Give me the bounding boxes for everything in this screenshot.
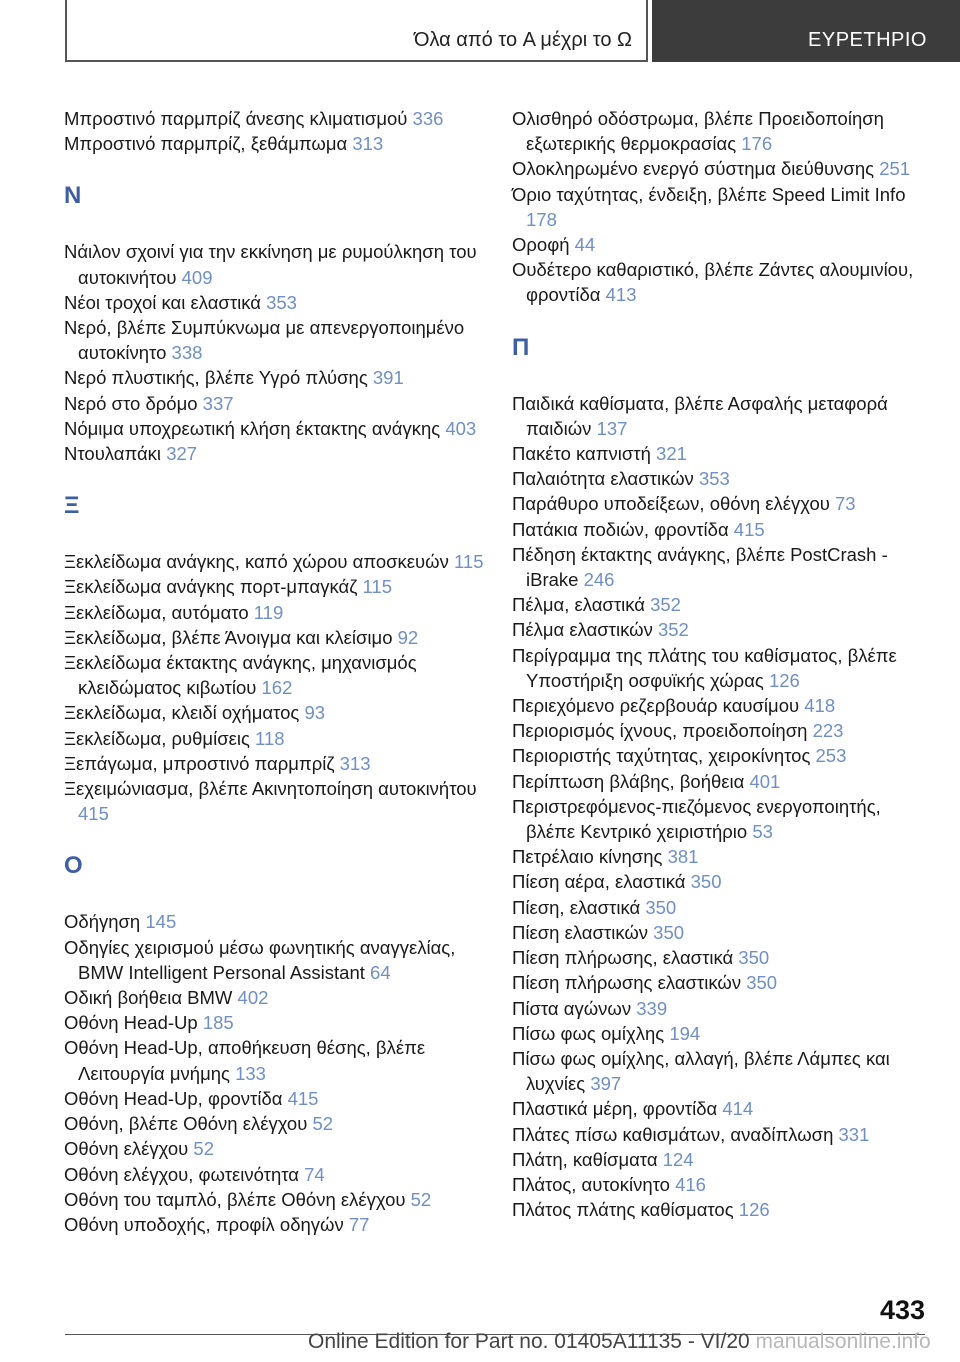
index-entry-text: Νερό, βλέπε Συμπύκνωμα με απενεργοποιημένο αυτοκίνητο <box>64 317 465 364</box>
index-entry-page-link[interactable]: 391 <box>372 367 404 389</box>
index-entry-text: Περιστρεφόμενος-πιεζόμενος ενεργοποιητής, βλέπε Κεντρικό χειριστήριο <box>512 795 881 843</box>
index-entry <box>512 1021 932 1046</box>
index-entry <box>512 844 932 869</box>
index-entry <box>512 996 932 1021</box>
index-entry <box>64 441 484 466</box>
index-entry <box>64 751 484 776</box>
index-entry-text: Μπροστινό παρμπρίζ άνεσης κλιματισμού <box>64 108 408 129</box>
index-entry-page-link[interactable]: 52 <box>410 1188 432 1210</box>
index-entry-text: Ξεκλείδωμα ανάγκης, καπό χώρου αποσκευών <box>64 551 449 573</box>
index-entry-text: Πίεση πλήρωσης, ελαστικά <box>512 947 734 969</box>
index-entry <box>64 290 484 315</box>
index-entry <box>512 592 932 617</box>
index-entry <box>512 182 932 232</box>
index-entry <box>64 574 484 599</box>
index-entry-page-link[interactable]: 52 <box>193 1138 214 1160</box>
index-entry <box>512 257 932 307</box>
index-entry-text: Πακέτο καπνιστή <box>512 443 651 465</box>
index-entry-page-link[interactable]: 350 <box>738 947 770 969</box>
index-entry <box>64 416 484 441</box>
footer-watermark: manualsonline.info <box>755 1330 931 1353</box>
index-entry-text: Πίεση αέρα, ελαστικά <box>512 871 686 893</box>
index-entry-text: Ξεκλείδωμα, αυτόματο <box>64 601 249 623</box>
index-entry-text: Νερό πλυστικής, βλέπε Υγρό πλύσης <box>64 367 368 389</box>
index-entry-text: Νόμιμα υποχρεωτική κλήση έκτακτης ανάγκης <box>64 417 441 439</box>
index-entry-page-link[interactable]: 93 <box>304 702 326 724</box>
index-entry <box>512 441 932 466</box>
index-entry-text: Πλάτος πλάτης καθίσματος <box>512 1199 734 1221</box>
index-entry <box>64 1187 484 1212</box>
index-entry-page-link[interactable]: 353 <box>698 468 730 490</box>
index-entry-text: Ξεκλείδωμα, κλειδί οχήματος <box>64 702 300 724</box>
index-entry-text: Ξεκλείδωμα, ρυθμίσεις <box>64 727 250 749</box>
index-entry <box>512 718 932 743</box>
index-entry-text: Οθόνη του ταμπλό, βλέπε Οθόνη ελέγχου <box>64 1188 406 1210</box>
index-entry-page-link[interactable]: 133 <box>235 1062 266 1084</box>
index-entry-text: Πίσω φως ομίχλης <box>512 1022 665 1044</box>
index-entry <box>64 239 484 289</box>
index-entry <box>512 769 932 794</box>
index-entry-page-link[interactable]: 403 <box>445 417 477 439</box>
index-entry <box>512 1122 932 1147</box>
index-entry-text: Πίεση πλήρωσης ελαστικών <box>512 972 742 994</box>
index-entry-text: Πέδηση έκτακτης ανάγκης, βλέπε PostCrash - iBrake <box>512 543 888 591</box>
index-entry-text: Ξεπάγωμα, μπροστινό παρμπρίζ <box>64 752 335 774</box>
index-entry-page-link[interactable]: 321 <box>656 443 687 465</box>
index-entry-page-link[interactable]: 350 <box>645 896 677 918</box>
index-entry-text: Οθόνη, βλέπε Οθόνη ελέγχου <box>64 1113 308 1135</box>
index-entry <box>512 106 932 156</box>
index-letter-heading: Ν <box>64 182 82 210</box>
index-entry-text: Πίσω φως ομίχλης, αλλαγή, βλέπε Λάμπες και λυχνίες <box>512 1047 890 1095</box>
index-entry-text: Πίεση ελαστικών <box>512 921 649 943</box>
index-entry-text: Ντουλαπάκι <box>64 443 162 465</box>
index-entry-text: Πλαστικά μέρη, φροντίδα <box>512 1098 718 1120</box>
index-entry-text: Όριο ταχύτητας, ένδειξη, βλέπε Speed Limit Info <box>512 183 906 205</box>
index-entry-page-link[interactable]: 145 <box>145 911 177 933</box>
index-entry <box>64 106 484 131</box>
header-index-tab <box>652 0 960 62</box>
index-entry-page-link[interactable]: 381 <box>667 846 699 868</box>
index-entry-page-link[interactable]: 52 <box>312 1113 334 1135</box>
index-entry-page-link[interactable]: 313 <box>352 133 384 155</box>
index-entry-text: Πλάτος, αυτοκίνητο <box>512 1173 670 1195</box>
index-entry <box>512 743 932 768</box>
index-entry-page-link[interactable]: 194 <box>669 1022 701 1044</box>
index-entry-page-link[interactable]: 352 <box>657 619 689 641</box>
index-entry-text: Πλάτη, καθίσματα <box>512 1148 658 1170</box>
index-entry <box>512 1147 932 1172</box>
index-entry-page-link[interactable]: 401 <box>749 770 781 792</box>
index-entry-page-link[interactable]: 415 <box>733 518 765 540</box>
index-entry-text: Οθόνη υποδοχής, προφίλ οδηγών <box>64 1213 344 1235</box>
index-entry-text: Περιορισμός ίχνους, προειδοποίηση <box>512 720 808 742</box>
index-entry <box>512 156 932 181</box>
index-entry-page-link[interactable]: 416 <box>675 1173 706 1195</box>
index-entry-page-link[interactable]: 223 <box>812 720 844 742</box>
index-entry-page-link[interactable]: 77 <box>348 1213 370 1235</box>
index-entry-text: Ολισθηρό οδόστρωμα, βλέπε Προειδοποίηση εξωτερικής θερμοκρασίας <box>512 108 884 155</box>
index-entry-page-link[interactable]: 409 <box>181 266 213 288</box>
index-entry <box>512 491 932 516</box>
index-entry <box>512 643 932 693</box>
footer-edition-text: Online Edition for Part no. 01405A11135 - VI/20 <box>308 1330 750 1353</box>
index-entry-page-link[interactable]: 415 <box>78 803 109 825</box>
index-entry-text: Οροφή <box>512 234 570 256</box>
index-entry <box>64 131 484 156</box>
index-entry-page-link[interactable]: 115 <box>453 551 484 573</box>
page-number: 433 <box>880 1295 926 1325</box>
index-entry-text: Ξεχειμώνιασμα, βλέπε Ακινητοποίηση αυτοκινήτου <box>64 778 477 800</box>
index-entry-text: Πλάτες πίσω καθισμάτων, αναδίπλωση <box>512 1123 834 1145</box>
index-column-right <box>512 106 932 1222</box>
index-entry <box>64 700 484 725</box>
index-entry <box>512 232 932 257</box>
index-entry-page-link[interactable]: 327 <box>166 443 198 465</box>
index-entry-page-link[interactable]: 339 <box>636 997 668 1019</box>
index-letter-heading: Ο <box>64 852 83 880</box>
index-entry-text: Πίστα αγώνων <box>512 997 632 1019</box>
index-entry-page-link[interactable]: 350 <box>653 921 685 943</box>
index-entry-page-link[interactable]: 397 <box>590 1073 622 1095</box>
index-entry-page-link[interactable]: 337 <box>202 392 234 414</box>
index-entry-text: Ξεκλείδωμα, βλέπε Άνοιγμα και κλείσιμο <box>64 626 393 648</box>
index-entry-page-link[interactable]: 73 <box>835 493 856 515</box>
index-entry-text: Οθόνη ελέγχου, φωτεινότητα <box>64 1163 299 1185</box>
index-entry-page-link[interactable]: 338 <box>171 342 203 364</box>
index-entry <box>512 542 932 592</box>
index-entry <box>512 869 932 894</box>
index-entry <box>64 1111 484 1136</box>
index-entry-text: Νάιλον σχοινί για την εκκίνηση με ρυμούλκηση του αυτοκινήτου <box>64 241 477 288</box>
index-letter-heading: Π <box>512 333 530 361</box>
index-entry-page-link[interactable]: 44 <box>574 234 596 256</box>
index-entry <box>512 920 932 945</box>
index-entry-text: Παλαιότητα ελαστικών <box>512 468 694 490</box>
index-entry <box>64 315 484 365</box>
index-entry-text: Περιεχόμενο ρεζερβουάρ καυσίμου <box>512 695 800 717</box>
index-entry-page-link[interactable]: 126 <box>738 1199 770 1221</box>
index-entry-text: Οθόνη Head-Up <box>64 1012 198 1034</box>
index-entry-page-link[interactable]: 126 <box>768 669 800 691</box>
header-index-label: ΕΥΡΕΤΗΡΙΟ <box>808 29 927 51</box>
index-entry-text: Μπροστινό παρμπρίζ, ξεθάμπωμα <box>64 133 348 155</box>
index-entry-page-link[interactable]: 350 <box>746 972 778 994</box>
index-entry <box>512 1096 932 1121</box>
index-entry-text: Πίεση, ελαστικά <box>512 896 641 918</box>
index-entry-page-link[interactable]: 336 <box>412 108 444 129</box>
index-entry <box>512 794 932 844</box>
index-entry-text: Οδική βοήθεια BMW <box>64 987 233 1009</box>
index-entry-page-link[interactable]: 253 <box>815 745 847 767</box>
index-entry <box>512 517 932 542</box>
index-entry-text: Παράθυρο υποδείξεων, οθόνη ελέγχου <box>512 493 830 515</box>
index-entry-page-link[interactable]: 119 <box>253 601 284 623</box>
index-entry-text: Πέλμα, ελαστικά <box>512 594 645 616</box>
index-entry-text: Ξεκλείδωμα έκτακτης ανάγκης, μηχανισμός κλειδώματος κιβωτίου <box>64 652 417 699</box>
index-entry-text: Πετρέλαιο κίνησης <box>512 846 663 868</box>
header-section-label: Όλα από το A μέχρι το Ω <box>414 29 632 51</box>
index-entry-page-link[interactable]: 115 <box>362 576 392 598</box>
index-entry-text: Οθόνη ελέγχου <box>64 1138 189 1160</box>
index-entry-page-link[interactable]: 137 <box>596 417 628 439</box>
index-entry <box>64 1212 484 1237</box>
index-entry-page-link[interactable]: 74 <box>304 1163 325 1185</box>
index-entry-text: Περίπτωση βλάβης, βοήθεια <box>512 770 745 792</box>
index-entry <box>64 909 484 934</box>
index-entry <box>64 391 484 416</box>
index-entry-page-link[interactable]: 185 <box>202 1012 234 1034</box>
index-entry-text: Οδήγηση <box>64 911 141 933</box>
index-entry <box>64 776 484 826</box>
index-entry <box>64 625 484 650</box>
index-entry-page-link[interactable]: 124 <box>662 1148 694 1170</box>
index-entry <box>64 726 484 751</box>
footer-edition <box>308 1330 931 1354</box>
index-entry-page-link[interactable]: 331 <box>838 1123 870 1145</box>
index-entry-page-link[interactable]: 350 <box>690 871 722 893</box>
index-entry <box>64 1010 484 1035</box>
index-entry-text: Ουδέτερο καθαριστικό, βλέπε Ζάντες αλουμινίου, φροντίδα <box>512 259 914 306</box>
index-entry-text: Ολοκληρωμένο ενεργό σύστημα διεύθυνσης <box>512 158 875 180</box>
index-entry-text: Περίγραμμα της πλάτης του καθίσματος, βλέπε Υποστήριξη οσφυϊκής χώρας <box>512 644 897 691</box>
index-entry-page-link[interactable]: 246 <box>583 569 615 591</box>
index-entry <box>512 1172 932 1197</box>
index-entry-page-link[interactable]: 313 <box>339 752 371 774</box>
index-entry-text: Πατάκια ποδιών, φροντίδα <box>512 518 729 540</box>
index-entry <box>512 895 932 920</box>
index-entry <box>512 617 932 642</box>
index-entry-text: Πέλμα ελαστικών <box>512 619 653 641</box>
index-entry-page-link[interactable]: 64 <box>370 961 391 983</box>
index-entry-page-link[interactable]: 415 <box>287 1087 319 1109</box>
index-entry-page-link[interactable]: 418 <box>804 695 836 717</box>
index-entry-text: Νερό στο δρόμο <box>64 392 198 414</box>
index-entry <box>512 1197 932 1222</box>
index-entry-page-link[interactable]: 178 <box>526 208 557 230</box>
index-entry <box>64 549 484 574</box>
index-entry-page-link[interactable]: 352 <box>650 594 681 616</box>
index-entry <box>64 365 484 390</box>
index-entry-text: Περιοριστής ταχύτητας, χειροκίνητος <box>512 745 811 767</box>
index-column-left <box>64 106 484 1237</box>
index-entry-text: Ξεκλείδωμα ανάγκης πορτ-μπαγκάζ <box>64 576 358 598</box>
index-entry-page-link[interactable]: 176 <box>741 133 773 155</box>
index-entry <box>512 693 932 718</box>
index-entry <box>512 970 932 995</box>
index-entry <box>64 1162 484 1187</box>
index-entry-text: Οθόνη Head-Up, φροντίδα <box>64 1087 283 1109</box>
index-entry <box>64 1136 484 1161</box>
index-entry-page-link[interactable]: 402 <box>237 987 269 1009</box>
index-entry <box>512 1046 932 1096</box>
index-entry <box>64 985 484 1010</box>
index-entry-page-link[interactable]: 118 <box>255 727 285 749</box>
index-entry <box>64 935 484 985</box>
index-entry-page-link[interactable]: 353 <box>266 291 297 313</box>
index-entry <box>64 1035 484 1085</box>
index-entry-page-link[interactable]: 53 <box>752 821 773 843</box>
index-entry-text: Παιδικά καθίσματα, βλέπε Ασφαλής μεταφορά παιδιών <box>512 392 888 439</box>
index-letter-heading: Ξ <box>64 492 80 520</box>
index-entry-page-link[interactable]: 92 <box>397 626 419 648</box>
index-entry <box>512 466 932 491</box>
index-entry <box>64 650 484 700</box>
index-entry-text: Οδηγίες χειρισμού μέσω φωνητικής αναγγελίας, BMW Intelligent Personal Assistant <box>64 936 456 983</box>
index-entry-page-link[interactable]: 251 <box>879 158 911 180</box>
index-entry-text: Νέοι τροχοί και ελαστικά <box>64 291 261 313</box>
index-entry <box>64 1086 484 1111</box>
index-entry-page-link[interactable]: 414 <box>722 1098 754 1120</box>
header-section-tab <box>65 0 648 62</box>
index-entry <box>512 945 932 970</box>
index-entry <box>64 600 484 625</box>
index-entry-page-link[interactable]: 413 <box>605 284 637 306</box>
index-entry <box>512 391 932 441</box>
index-entry-page-link[interactable]: 162 <box>261 677 293 699</box>
index-entry-text: Οθόνη Head-Up, αποθήκευση θέσης, βλέπε Λειτουργία μνήμης <box>64 1037 426 1084</box>
